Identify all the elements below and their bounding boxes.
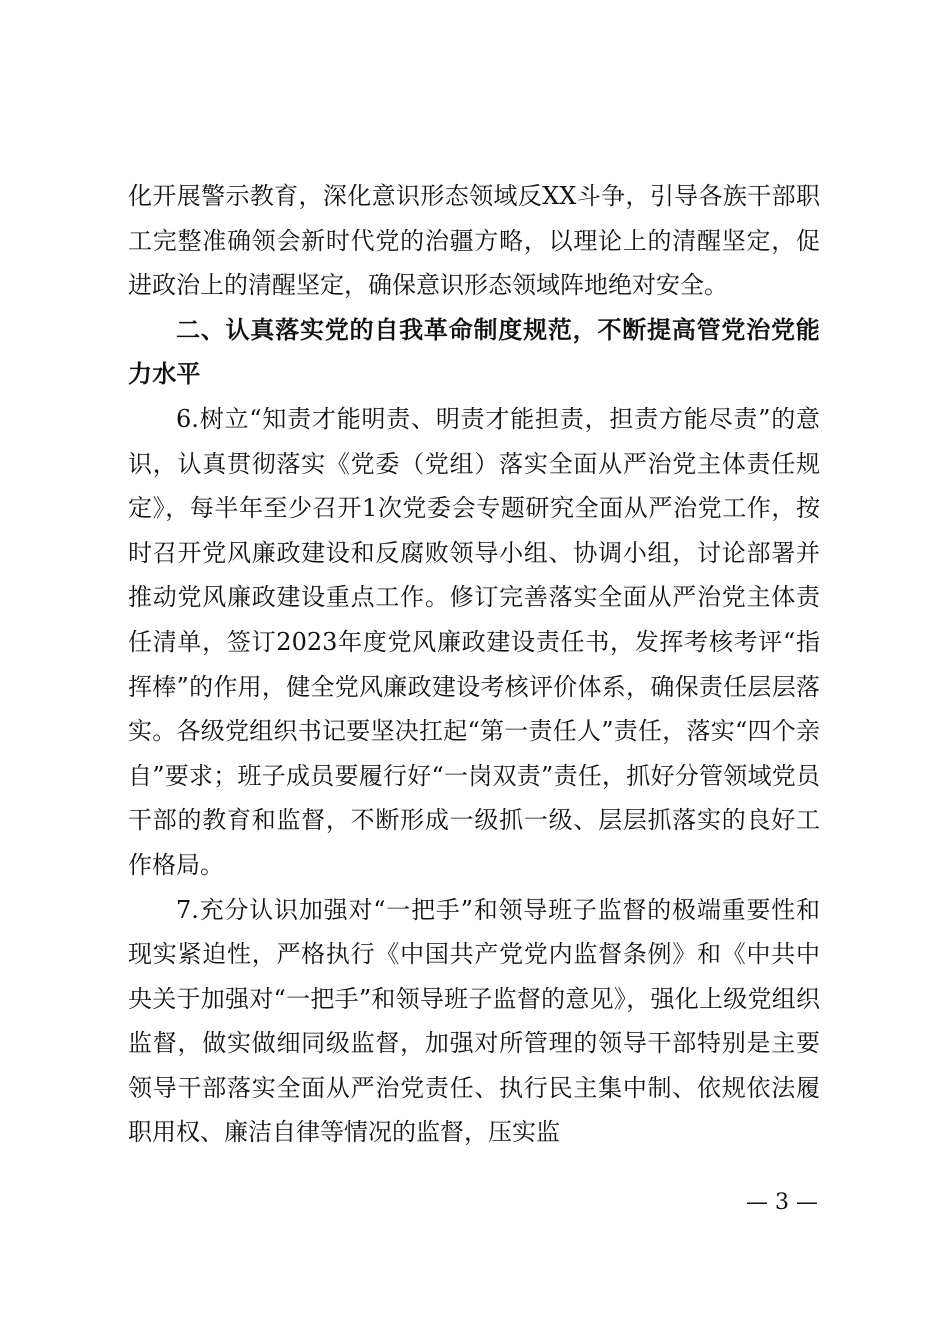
paragraph-item-7: 7.充分认识加强对“一把手”和领导班子监督的极端重要性和现实紧迫性，严格执行《中国共产党党内监督条例》和《中共中央关于加强对“一把手”和领导班子监督的意见》，强化上级党组织监督，做实做细同级监督，加强对所管理的领导干部特别是主要领导干部落实全面从严治党责任、执行民主集中制、依规依法履职用权、廉洁自律等情况的监督，压实监 (128, 895, 820, 1147)
paragraph-continuation: 化开展警示教育，深化意识形态领域反XX斗争，引导各族干部职工完整准确领会新时代党的治疆方略，以理论上的清醒坚定，促进政治上的清醒坚定，确保意识形态领域阵地绝对安全。 (128, 182, 820, 300)
section-heading-two: 二、认真落实党的自我革命制度规范，不断提高管党治党能力水平 (128, 315, 820, 389)
page-number: — 3 — (746, 1190, 818, 1215)
document-body (128, 174, 820, 1155)
paragraph-item-6: 6.树立“知责才能明责、明责才能担责，担责方能尽责”的意识，认真贯彻落实《党委（党组）落实全面从严治党主体责任规定》，每半年至少召开1次党委会专题研究全面从严治党工作，按时召开党风廉政建设和反腐败领导小组、协调小组，讨论部署并推动党风廉政建设重点工作。修订完善落实全面从严治党主体责任清单，签订2023年度党风廉政建设责任书，发挥考核考评“指挥棒”的作用，健全党风廉政建设考核评价体系，确保责任层层落实。各级党组织书记要坚决扛起“第一责任人”责任，落实“四个亲自”要求；班子成员要履行好“一岗双责”责任，抓好分管领域党员干部的教育和监督，不断形成一级抓一级、层层抓落实的良好工作格局。 (128, 404, 820, 879)
